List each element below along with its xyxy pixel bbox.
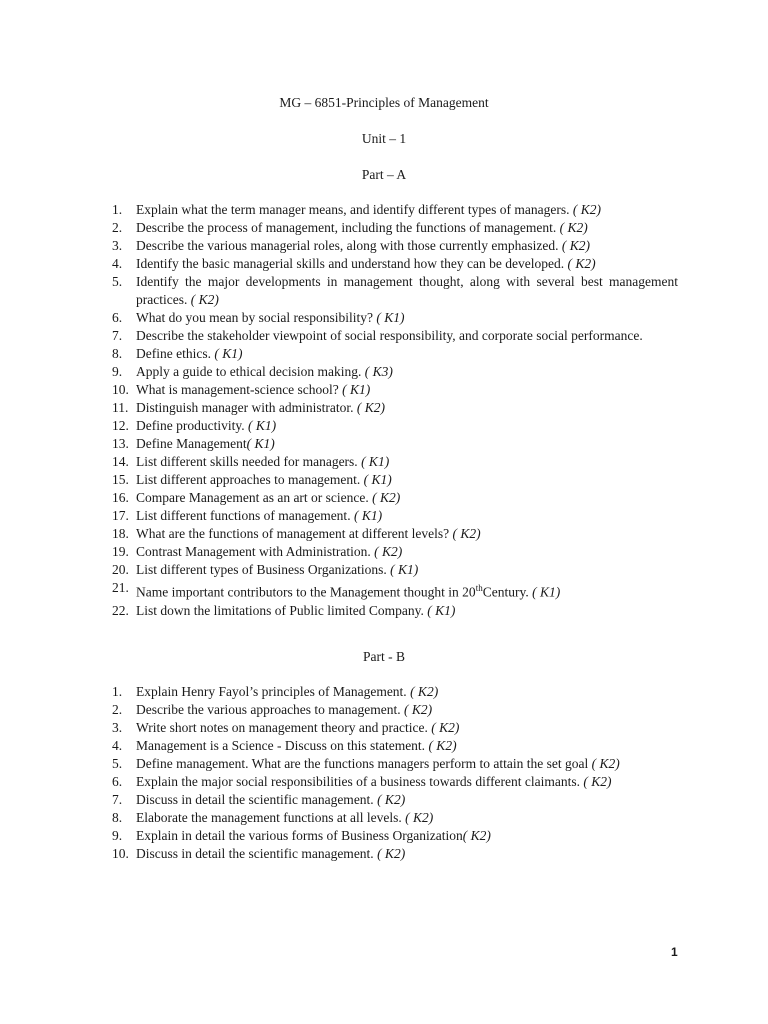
knowledge-level-tag: ( K2) (567, 256, 596, 271)
question-text: Management is a Science - Discuss on this statement. (136, 738, 429, 753)
question-number: 9. (112, 364, 123, 379)
question-item (112, 507, 678, 525)
knowledge-level-tag: ( K1) (353, 508, 383, 523)
question-item (112, 737, 678, 755)
question-text: Distinguish manager with administrator. (136, 400, 357, 415)
knowledge-level-tag: ( K2) (583, 774, 612, 789)
question-text: Identify the major developments in management thought, along with several best management practices. (136, 274, 678, 307)
question-text: Explain what the term manager means, and identify different types of managers. (136, 202, 573, 217)
question-item (112, 309, 678, 327)
question-number: 16. (112, 490, 129, 505)
knowledge-level-tag: ( K2) (452, 526, 481, 541)
page-number: 1 (671, 945, 678, 959)
part-a-question-list (112, 201, 678, 620)
question-number: 8. (112, 346, 123, 361)
question-text: Explain the major social responsibilities of a business towards different claimants. (136, 774, 584, 789)
question-item (112, 755, 678, 773)
question-item (112, 327, 678, 345)
question-item (112, 489, 678, 507)
knowledge-level-tag: ( K1) (361, 454, 390, 469)
knowledge-level-tag: ( K2) (561, 238, 590, 253)
question-item (112, 345, 678, 363)
question-number: 4. (112, 256, 123, 271)
knowledge-level-tag: ( K2) (374, 544, 403, 559)
ordinal-superscript: th (475, 583, 483, 593)
unit-heading: Unit – 1 (361, 131, 407, 146)
question-text: Describe the various approaches to management. (136, 702, 405, 717)
question-item (112, 201, 678, 219)
knowledge-level-tag: ( K2) (431, 720, 460, 735)
question-number: 10. (112, 382, 129, 397)
question-number: 3. (112, 720, 123, 735)
question-item (112, 845, 678, 863)
question-number: 6. (112, 310, 123, 325)
question-number: 9. (112, 828, 123, 843)
question-text: Describe the various managerial roles, along with those currently emphasized. (136, 238, 562, 253)
question-text: Define productivity. (136, 418, 248, 433)
question-text: Apply a guide to ethical decision making. (136, 364, 365, 379)
question-number: 1. (112, 202, 123, 217)
question-item (112, 791, 678, 809)
question-item (112, 273, 678, 309)
question-text: Write short notes on management theory and practice. (136, 720, 432, 735)
question-number: 7. (112, 792, 123, 807)
question-number: 15. (112, 472, 129, 487)
question-item (112, 579, 678, 602)
question-number: 4. (112, 738, 123, 753)
question-number: 14. (112, 454, 129, 469)
knowledge-level-tag: ( K1) (532, 584, 561, 600)
question-item (112, 525, 678, 543)
question-number: 2. (112, 220, 123, 235)
question-number: 19. (112, 544, 129, 559)
question-item (112, 773, 678, 791)
question-number: 20. (112, 562, 129, 577)
question-text: What is management-science school? (136, 382, 343, 397)
question-item (112, 719, 678, 737)
question-item (112, 237, 678, 255)
question-text: Explain in detail the various forms of Business Organization (136, 828, 463, 843)
knowledge-level-tag: ( K1) (247, 418, 277, 433)
question-item (112, 399, 678, 417)
question-text: Describe the stakeholder viewpoint of social responsibility, and corporate social performance. (136, 328, 643, 343)
question-number: 3. (112, 238, 123, 253)
question-text: Define management. What are the functions managers perform to attain the set goal (136, 756, 592, 771)
question-item (112, 471, 678, 489)
question-item (112, 809, 678, 827)
question-item (112, 602, 678, 620)
question-number: 6. (112, 774, 123, 789)
knowledge-level-tag: ( K1) (246, 436, 275, 451)
question-text: Identify the basic managerial skills and understand how they can be developed. (136, 256, 568, 271)
question-text: Define ethics. (136, 346, 215, 361)
question-number: 5. (112, 274, 123, 289)
knowledge-level-tag: ( K2) (356, 400, 385, 415)
knowledge-level-tag: ( K1) (363, 472, 392, 487)
knowledge-level-tag: ( K1) (214, 346, 243, 361)
question-text: Discuss in detail the scientific management. (136, 846, 378, 861)
knowledge-level-tag: ( K2) (428, 738, 457, 753)
knowledge-level-tag: ( K2) (405, 810, 434, 825)
question-item (112, 435, 678, 453)
part-b-heading: Part - B (363, 649, 405, 664)
question-item (112, 363, 678, 381)
question-number: 10. (112, 846, 129, 861)
document-title: MG – 6851-Principles of Management (279, 95, 489, 110)
knowledge-level-tag: ( K2) (404, 702, 433, 717)
question-number: 12. (112, 418, 129, 433)
question-number: 2. (112, 702, 123, 717)
question-text: Explain Henry Fayol’s principles of Management. (136, 684, 411, 699)
question-item (112, 561, 678, 579)
question-number: 22. (112, 602, 129, 618)
knowledge-level-tag: ( K1) (376, 310, 405, 325)
knowledge-level-tag: ( K3) (364, 364, 393, 379)
question-text: Define Management (136, 436, 247, 451)
question-text: Name important contributors to the Management thought in 20 (136, 584, 476, 600)
knowledge-level-tag: ( K2) (591, 756, 620, 771)
question-item (112, 827, 678, 845)
knowledge-level-tag: ( K1) (342, 382, 371, 397)
question-text: List down the limitations of Public limited Company. (136, 602, 428, 618)
knowledge-level-tag: ( K1) (427, 602, 456, 618)
question-number: 8. (112, 810, 123, 825)
question-number: 13. (112, 436, 129, 451)
knowledge-level-tag: ( K1) (390, 562, 419, 577)
question-text: What are the functions of management at different levels? (136, 526, 453, 541)
question-number: 17. (112, 508, 129, 523)
question-item (112, 255, 678, 273)
knowledge-level-tag: ( K2) (377, 846, 406, 861)
knowledge-level-tag: ( K2) (377, 792, 406, 807)
question-item (112, 219, 678, 237)
question-text: Elaborate the management functions at all levels. (136, 810, 406, 825)
question-item (112, 417, 678, 435)
question-text: Compare Management as an art or science. (136, 490, 373, 505)
part-b-question-list (112, 683, 678, 863)
question-text: List different types of Business Organizations. (136, 562, 391, 577)
question-text-continued: Century. (482, 584, 533, 600)
question-number: 5. (112, 756, 123, 771)
question-item (112, 683, 678, 701)
knowledge-level-tag: ( K2) (572, 202, 601, 217)
knowledge-level-tag: ( K2) (190, 292, 219, 307)
question-text: Contrast Management with Administration. (136, 544, 375, 559)
part-a-heading: Part – A (361, 167, 407, 182)
knowledge-level-tag: ( K2) (372, 490, 401, 505)
knowledge-level-tag: ( K2) (559, 220, 588, 235)
question-number: 1. (112, 684, 123, 699)
question-text: Discuss in detail the scientific management. (136, 792, 378, 807)
question-number: 18. (112, 526, 129, 541)
knowledge-level-tag: ( K2) (410, 684, 439, 699)
question-item (112, 453, 678, 471)
question-text: List different functions of management. (136, 508, 354, 523)
question-number: 11. (112, 400, 129, 415)
question-text: What do you mean by social responsibility? (136, 310, 377, 325)
knowledge-level-tag: ( K2) (462, 828, 491, 843)
question-text: Describe the process of management, including the functions of management. (136, 220, 560, 235)
question-item (112, 701, 678, 719)
question-text: List different approaches to management. (136, 472, 364, 487)
question-number: 21. (112, 580, 129, 595)
question-number: 7. (112, 328, 123, 343)
question-text: List different skills needed for managers. (136, 454, 362, 469)
question-item (112, 543, 678, 561)
question-item (112, 381, 678, 399)
